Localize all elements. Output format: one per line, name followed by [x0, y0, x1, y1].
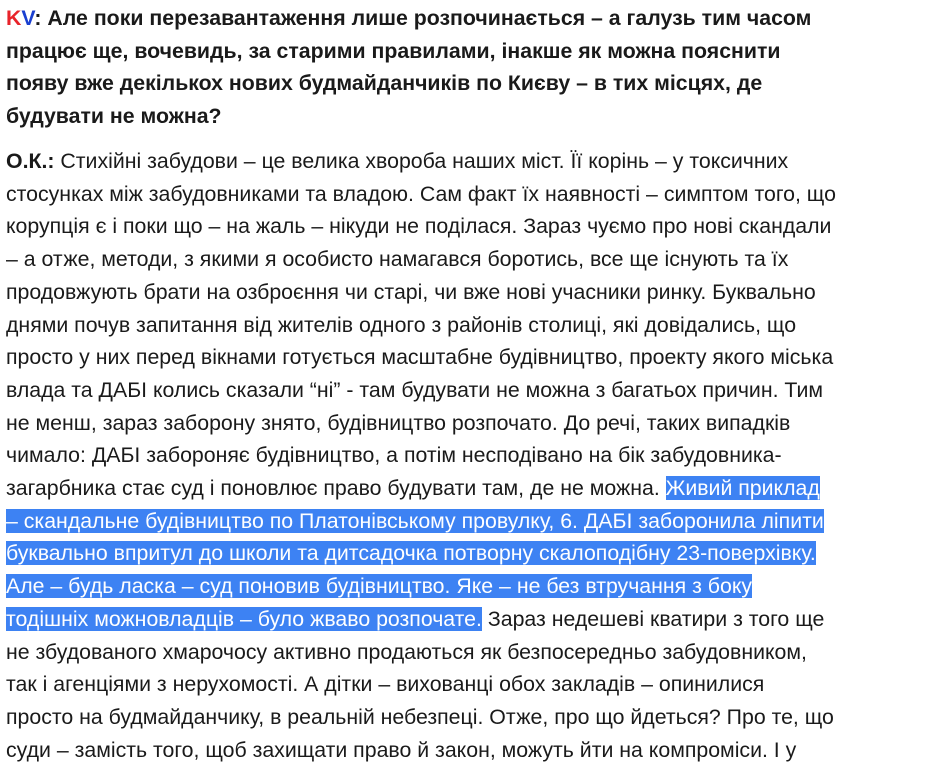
kv-logo-v: V — [21, 6, 35, 30]
answer-line: загарбника стає суд і поновлює право будувати там, де не можна. Живий приклад — [6, 476, 820, 501]
question-line: : Але поки перезавантаження лише розпочинається – а галузь тим часом — [34, 6, 812, 30]
answer-line: так і агенціями з нерухомості. А дітки – вихованці обох закладів – опинилися — [6, 672, 765, 697]
answer-line — [6, 570, 940, 603]
selected-text[interactable]: тодішніх можновладців – було жваво розпочате. — [6, 606, 482, 631]
answer-line: стосунках між забудовниками та владою. Сам факт їх наявності – симптом того, що — [6, 181, 836, 206]
answer-line: не збудованого хмарочосу активно продаються як безпосередньо забудовником, — [6, 639, 807, 664]
kv-logo-k: K — [6, 6, 22, 30]
answer-line — [6, 537, 940, 570]
answer-line: влада та ДАБІ колись сказали “ні” - там будувати не можна з багатьох причин. Тим — [6, 377, 824, 402]
answer-line: суди – замість того, щоб захищати право й закон, можуть йти на компроміси. І у — [6, 737, 797, 762]
answer-line: корупція є і поки що – на жаль – нікуди не поділася. Зараз чуємо про нові скандали — [6, 214, 832, 239]
answer-line: просто у них перед вікнами готується масштабне будівництво, проекту якого міська — [6, 345, 834, 370]
answer-line: днями почув запитання від жителів одного з районів столиці, які довідались, що — [6, 312, 797, 337]
question-line: появу вже декількох нових будмайданчиків по Києву – в тих місцях, де — [6, 71, 763, 95]
interview-answer — [6, 145, 940, 766]
selected-text[interactable]: буквально впритул до школи та дитсадочка потворну скалоподібну 23-поверхівку. — [6, 541, 816, 566]
selected-text[interactable]: Живий приклад — [665, 476, 820, 501]
selected-text[interactable]: – скандальне будівництво по Платонівському провулку, 6. ДАБІ заборонила ліпити — [6, 508, 824, 533]
answer-line: – а отже, методи, з якими я особисто намагався боротись, все ще існують та їх — [6, 247, 789, 272]
answer-line: продовжують брати на озброєння чи старі, чи вже нові учасники ринку. Буквально — [6, 279, 816, 304]
question-line: будувати не можна? — [6, 103, 222, 128]
answer-line: тодішніх можновладців – було жваво розпочате. Зараз недешеві кватири з того ще — [6, 606, 825, 631]
answer-line: просто на будмайданчику, в реальній небезпеці. Отже, про що йдеться? Про те, що — [6, 704, 834, 729]
selected-text[interactable]: Але – будь ласка – суд поновив будівництво. Яке – не без втручання з боку — [6, 574, 753, 599]
interview-question — [6, 2, 940, 132]
answer-line: чимало: ДАБІ забороняє будівництво, а потім несподівано на бік забудовника- — [6, 443, 782, 468]
question-line: працює ще, вочевидь, за старими правилами, інакше як можна пояснити — [6, 38, 781, 63]
answer-line: О.К.: Стихійні забудови – це велика хвороба наших міст. Її корінь – у токсичних — [6, 149, 789, 173]
answer-line: не менш, зараз заборону знято, будівництво розпочато. До речі, таких випадків — [6, 410, 791, 435]
speaker-label: О.К.: — [6, 149, 55, 173]
answer-line — [6, 505, 940, 538]
